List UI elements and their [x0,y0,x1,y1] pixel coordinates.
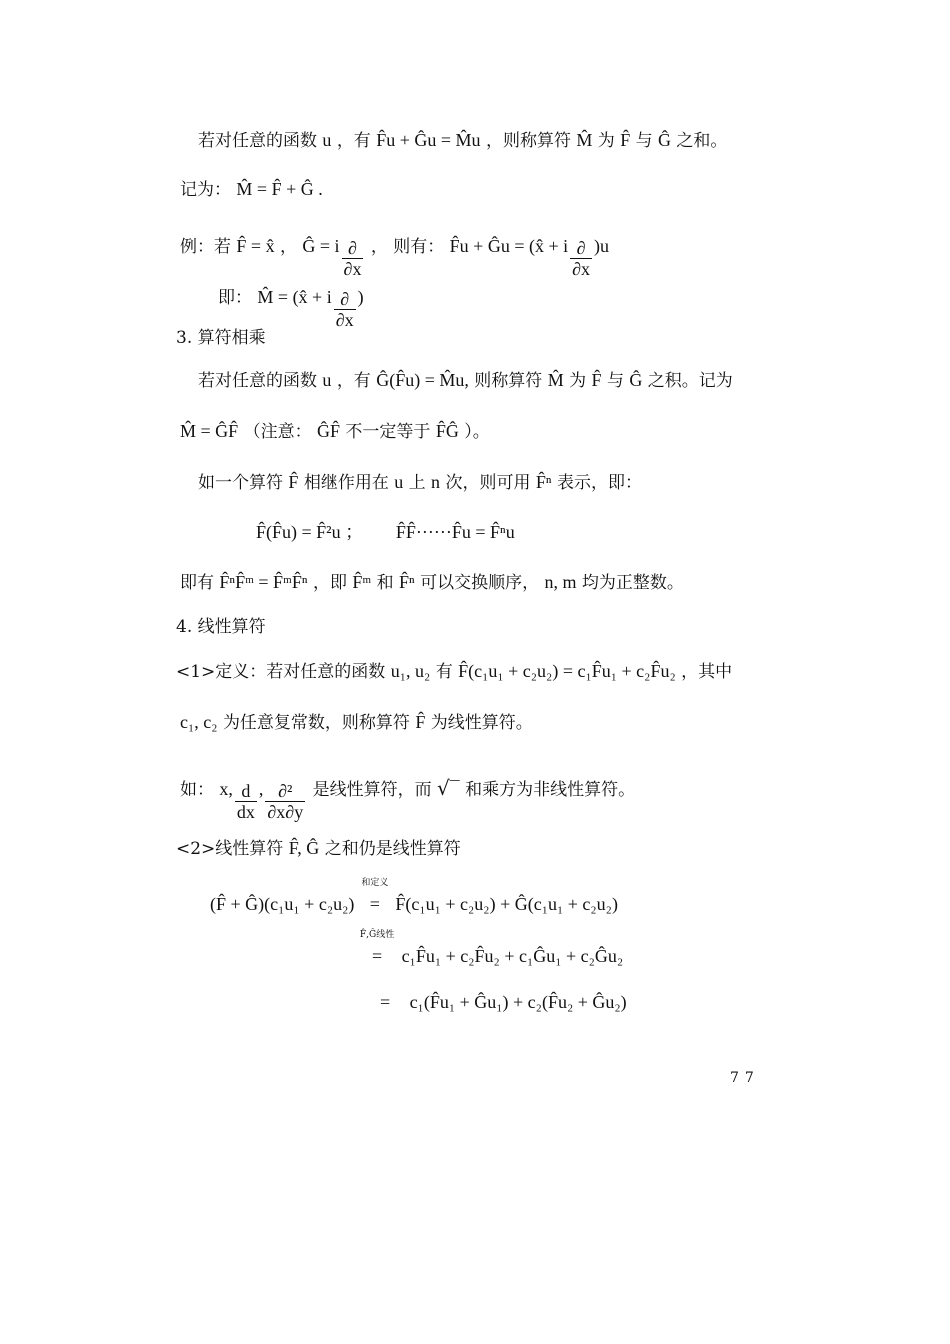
text: 之积。记为 [647,371,733,391]
math: c₁(F̂u₁ + Ĝu₁) + c₂(F̂u₂ + Ĝu₂) [409,992,627,1012]
commute-line [180,571,684,594]
text: 均为正整数。 [581,573,684,593]
math: F̂F̂······F̂u = F̂ⁿu [395,522,515,542]
math: u [322,370,332,390]
text: 即： [218,288,252,308]
section-4-title: 4. 线性算符 [176,617,266,637]
math: F̂ⁿ [535,472,552,492]
math: F̂ⁿ [398,572,415,592]
text: ，有 [336,371,371,391]
denominator: ∂x [335,310,354,330]
text: 不一定等于 [345,422,431,442]
text: ， [370,237,388,257]
equals-sign: = [380,992,391,1012]
math: F̂ = x̂ [236,236,275,256]
linear-sum-heading [176,837,461,860]
text: 即有 [180,573,214,593]
text: 为任意复常数，则称算符 [222,713,410,733]
d-dx-fraction [235,781,257,822]
math: F̂(c₁u₁ + c₂u₂) + Ĝ(c₁u₁ + c₂u₂) [395,894,618,914]
linear-definition-cont [180,711,533,734]
example-result [218,278,364,330]
math: Ĝ [658,130,672,150]
derivation-line-2 [359,930,624,968]
equals-note: F̂,Ĝ线性 [359,930,395,940]
text: 上 [408,473,426,493]
derivation-line-3 [380,991,627,1014]
equals-by-linearity [359,930,395,967]
derivation-line-1 [210,878,618,916]
text: <2>线性算符 [176,839,284,859]
math: x, [219,779,233,799]
text: 是线性算符，而 [312,780,432,800]
partial-fraction [334,289,356,330]
denominator: ∂x∂y [267,802,304,822]
text: 表示，即： [556,473,642,493]
numerator: ∂ [340,289,350,309]
math: F̂u + Ĝu = M̂u [376,130,481,150]
power-formula [256,521,515,544]
text: ）。 [464,422,490,442]
text: 如： [180,780,214,800]
math: n, m [544,572,577,592]
sqrt-symbol: √‾ [437,776,460,800]
math: F̂(F̂u) = F̂²u ； [256,522,364,542]
math: F̂ [415,712,426,732]
math: u [394,472,404,492]
math: F̂ᵐ [352,572,372,592]
sum-record [180,178,323,201]
sum-definition [198,129,727,152]
text: ， [279,237,297,257]
math: n [431,472,441,492]
equals-note: 和定义 [361,878,389,888]
text: 与 [606,371,624,391]
text: 和 [376,573,394,593]
math: u [322,130,332,150]
math: F̂(c₁u₁ + c₂u₂) = c₁F̂u₁ + c₂F̂u₂ [458,661,676,681]
text: 记为： [180,180,231,200]
numerator: d [241,781,251,801]
text: 与 [635,131,653,151]
equals-sign: = [372,946,383,966]
text: 若对任意的函数 [198,131,317,151]
math: F̂, Ĝ [288,838,320,858]
math: F̂ [591,370,602,390]
math: F̂Ĝ [435,421,459,441]
denominator: dx [236,802,255,822]
math: (F̂ + Ĝ)(c₁u₁ + c₂u₂) [210,894,355,914]
math: F̂ [620,130,631,150]
math: M̂ = F̂ + Ĝ . [236,179,323,199]
math: c₁F̂u₁ + c₂F̂u₂ + c₁Ĝu₁ + c₂Ĝu₂ [401,946,624,966]
math: F̂u + Ĝu = (x̂ + i [449,236,569,256]
page-number: 77 [730,1070,760,1086]
math: M̂ = (x̂ + i [257,287,332,307]
denominator: ∂x [572,259,591,279]
text: ，则称算符 [485,131,571,151]
text: 则有： [393,237,445,257]
math: Ĝ(F̂u) = M̂u, [376,370,469,390]
text: ，有 [336,131,371,151]
power-intro [198,471,642,494]
partial-fraction [342,238,364,279]
text: ，即 [312,573,347,593]
text: 之和仍是线性算符 [324,839,461,859]
math: ) [357,287,364,307]
product-definition [198,369,733,392]
numerator: ∂ [348,238,357,258]
math: F̂ [288,472,299,492]
math: c₁, c₂ [180,712,218,732]
text: ，其中 [681,662,733,682]
math: u₁, u₂ [390,661,431,681]
math: )u [594,236,610,256]
text: 相继作用在 [303,473,389,493]
equals-by-definition [361,878,389,915]
text: （注意： [243,422,312,442]
math: M̂ [547,370,564,390]
text: 则称算符 [474,371,543,391]
math: M̂ [576,130,593,150]
math: F̂ⁿF̂ᵐ = F̂ᵐF̂ⁿ [219,572,308,592]
text: 之和。 [676,131,728,151]
text: 次，则可用 [445,473,531,493]
partial-fraction [570,238,592,279]
text: 可以交换顺序， [420,573,540,593]
text: 为 [569,371,587,391]
text: 为 [597,131,615,151]
equals-sign: = [369,894,380,914]
text: 为线性算符。 [430,713,533,733]
text: 和乘方为非线性算符。 [465,780,636,800]
linear-definition [176,660,732,683]
numerator: ∂² [278,781,293,801]
denominator: ∂x [343,259,362,279]
math: ĜF̂ [316,421,340,441]
math: M̂ = ĜF̂ [180,421,239,441]
math: , [258,779,264,799]
text: 例：若 [180,237,231,257]
example-line [180,227,610,279]
text: 有 [435,662,453,682]
text: 若对任意的函数 [198,371,317,391]
numerator: ∂ [576,238,586,258]
text: <1>定义：若对任意的函数 [176,662,386,682]
second-partial-fraction [265,781,305,822]
text: 如一个算符 [198,473,283,493]
math: Ĝ = i [302,236,340,256]
section-3-title: 3. 算符相乘 [176,328,266,348]
product-record [180,420,490,443]
math: Ĝ [629,370,643,390]
